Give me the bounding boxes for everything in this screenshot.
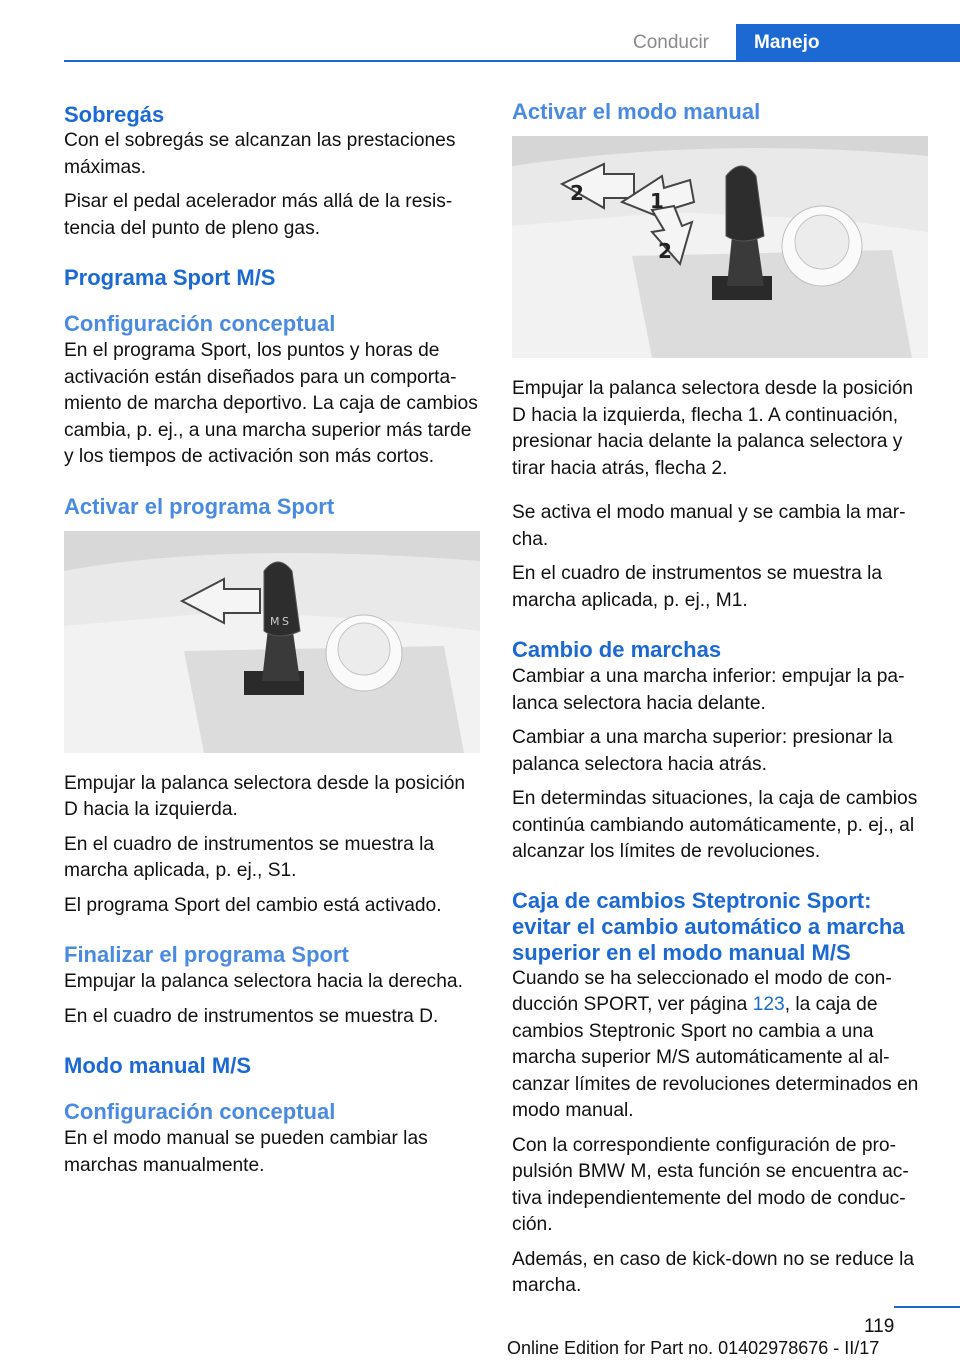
gear-m-label: M [270,614,280,628]
right-column [512,98,928,1300]
paragraph: En el cuadro de instrumentos se muestra la marcha aplicada, p. ej., M1. [512,563,883,611]
text-span: , la caja de cambios Steptronic Sport no cambia a una marcha superior M/S automáticamente al alcanzar límites de revoluciones determinados en modo manual. [512,994,919,1121]
paragraph: En el programa Sport, los puntos y horas de activación están diseñados para un comportamiento de marcha deportivo. La caja de cambios cambia, p. ej., a una marcha superior más tarde y los tiempos de activación son más cortos. [64,340,478,467]
heading-cambio-marchas: Cambio de marchas [512,637,722,662]
paragraph: Empujar la palanca selectora hacia la derecha. [64,971,463,992]
arrow-1-label: 1 [650,189,664,213]
heading-sobregas: Sobregás [64,102,165,127]
heading-modo-manual: Modo manual M/S [64,1053,251,1078]
footer-edition: Online Edition for Part no. 01402978676 - II/17 [507,1338,880,1358]
paragraph: Además, en caso de kick-down no se reduce la marcha. [512,1248,915,1296]
paragraph: Cambiar a una marcha inferior: empujar la palanca selectora hacia delante. [512,666,905,714]
heading-activar-manual: Activar el modo manual [512,99,761,124]
heading-steptronic: Caja de cambios Steptronic Sport: evitar el cambio automático a marcha superior en el modo manual M/S [512,887,905,965]
arrow-2b-label: 2 [658,239,672,263]
paragraph: En el cuadro de instrumentos se muestra la marcha aplicada, p. ej., S1. [64,833,435,881]
header-rule [64,60,960,62]
footer-rule [894,1306,960,1308]
header-section-label: Conducir [632,32,710,53]
paragraph: Pisar el pedal acelerador más allá de la resistencia del punto de pleno gas. [64,191,453,239]
paragraph: Con el sobregás se alcanzan las prestaciones máximas. [64,130,456,178]
paragraph: En el modo manual se pueden cambiar las marchas manualmente. [64,1128,428,1176]
gear-selector-sport-illustration [64,531,480,753]
paragraph: El programa Sport del cambio está activado. [64,894,442,916]
paragraph: Empujar la palanca selectora desde la posición D hacia la izquierda, flecha 1. A continuación, presionar hacia delante la palanca selectora y tirar hacia atrás, flecha 2. [512,378,914,479]
paragraph: Se activa el modo manual y se cambia la marcha. [512,502,906,550]
heading-configuracion-manual: Configuración conceptual [64,1099,336,1124]
paragraph: Cambiar a una marcha superior: presionar la palanca selectora hacia atrás. [512,727,893,775]
page-number: 119 [864,1316,895,1337]
page-ref-link[interactable]: 123 [752,994,785,1015]
heading-finalizar-sport: Finalizar el programa Sport [64,942,349,967]
gear-s-label: S [282,614,289,628]
arrow-2-label: 2 [570,181,584,205]
paragraph: En determindas situaciones, la caja de cambios continúa cambiando automáticamente, p. ej., al alcanzar los límites de revoluciones. [512,788,918,862]
heading-programa-sport: Programa Sport M/S [64,265,276,290]
text-span: Cuando se ha seleccionado el modo de conducción SPORT, ver página [512,967,892,1015]
header-chapter-tab: Manejo [736,24,960,62]
paragraph: En el cuadro de instrumentos se muestra D. [64,1005,439,1027]
paragraph-steptronic [512,966,928,1125]
gear-selector-manual-illustration [512,136,928,358]
paragraph: Con la correspondiente configuración de propulsión BMW M, esta función se encuentra activa independientemente del modo de conducción. [512,1134,909,1235]
paragraph: Empujar la palanca selectora desde la posición D hacia la izquierda. [64,772,466,820]
heading-configuracion: Configuración conceptual [64,311,336,336]
heading-activar-sport: Activar el programa Sport [64,493,335,519]
left-column [64,98,480,1179]
